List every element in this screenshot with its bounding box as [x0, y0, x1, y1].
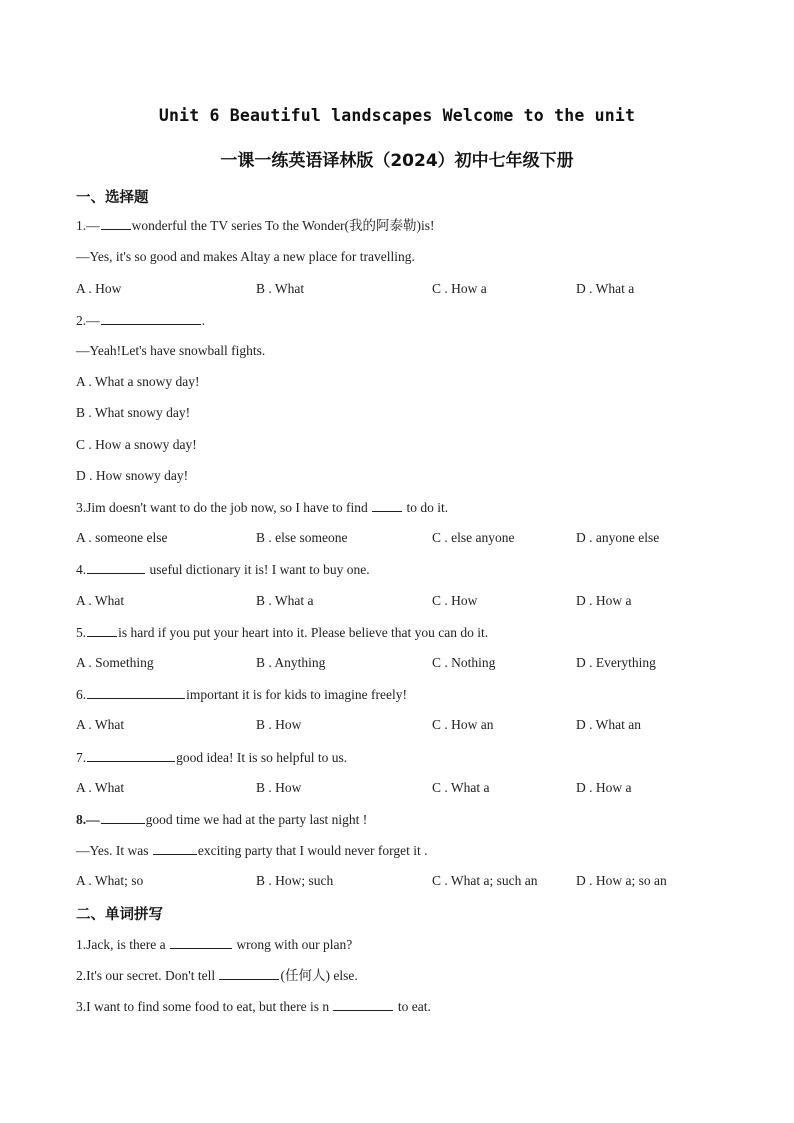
question-7-option-c: C . What a — [432, 780, 490, 795]
question-4-option-c: C . How — [432, 593, 478, 608]
question-3-prefix: 3.Jim doesn't want to do the job now, so I have to find — [76, 500, 372, 515]
question-1-line-1 — [76, 216, 435, 235]
question-7-text: good idea! It is so helpful to us. — [176, 750, 348, 765]
question-6-prefix: 6. — [76, 687, 87, 702]
spelling-1-text: wrong with our plan? — [232, 937, 353, 952]
question-4-option-b: B . What a — [256, 593, 314, 608]
question-5-option-d: D . Everything — [576, 655, 656, 670]
answer-blank — [170, 935, 232, 949]
question-4-line — [76, 560, 370, 579]
question-5-option-b: B . Anything — [256, 655, 326, 670]
answer-blank — [153, 841, 197, 855]
page-subtitle: 一课一练英语译林版（2024）初中七年级下册 — [220, 151, 574, 171]
question-1-option-a: A . How — [76, 281, 122, 296]
answer-blank — [333, 997, 393, 1011]
question-1-option-c: C . How a — [432, 281, 487, 296]
spelling-2-prefix: 2.It's our secret. Don't tell — [76, 968, 219, 983]
question-7-prefix: 7. — [76, 750, 87, 765]
answer-blank — [101, 311, 201, 325]
question-8-reply-text: exciting party that I would never forget it . — [197, 843, 428, 858]
question-3-option-b: B . else someone — [256, 530, 348, 545]
spelling-question-2 — [76, 966, 358, 985]
spelling-3-text: to eat. — [394, 999, 431, 1014]
question-4-option-a: A . What — [76, 593, 125, 608]
section-heading-spelling: 二、单词拼写 — [76, 907, 163, 923]
question-7-option-b: B . How — [256, 780, 302, 795]
question-6-option-d: D . What an — [576, 717, 641, 732]
question-8-prefix: 8.— — [76, 812, 100, 827]
question-8-text: good time we had at the party last night ! — [145, 812, 368, 827]
question-7-option-d: D . How a — [576, 780, 632, 795]
question-2-prefix: 2.— — [76, 313, 100, 328]
question-8-option-d: D . How a; so an — [576, 873, 667, 888]
question-4-option-d: D . How a — [576, 593, 632, 608]
question-8-option-a: A . What; so — [76, 873, 144, 888]
answer-blank — [87, 685, 185, 699]
question-2-option-c: C . How a snowy day! — [76, 437, 197, 452]
question-7-option-a: A . What — [76, 780, 125, 795]
answer-blank — [87, 623, 117, 637]
question-5-option-c: C . Nothing — [432, 655, 496, 670]
question-6-option-a: A . What — [76, 717, 125, 732]
question-1-prefix: 1.— — [76, 218, 100, 233]
question-1-option-d: D . What a — [576, 281, 635, 296]
answer-blank — [101, 216, 131, 230]
spelling-2-text: (任何人) else. — [280, 968, 358, 983]
question-3-option-a: A . someone else — [76, 530, 168, 545]
question-8-option-b: B . How; such — [256, 873, 334, 888]
question-3-option-c: C . else anyone — [432, 530, 515, 545]
question-3-text: to do it. — [403, 500, 449, 515]
question-8-line-1 — [76, 810, 367, 829]
question-3-line — [76, 498, 448, 517]
spelling-question-3 — [76, 997, 431, 1016]
question-2-option-b: B . What snowy day! — [76, 405, 191, 420]
question-8-option-c: C . What a; such an — [432, 873, 538, 888]
answer-blank — [219, 966, 279, 980]
page-title: Unit 6 Beautiful landscapes Welcome to the unit — [158, 106, 636, 125]
question-2-option-a: A . What a snowy day! — [76, 374, 200, 389]
answer-blank — [87, 748, 175, 762]
question-2-line-2: —Yeah!Let's have snowball fights. — [76, 343, 266, 358]
question-1-option-b: B . What — [256, 281, 305, 296]
question-2-line-1 — [76, 311, 205, 330]
question-6-option-c: C . How an — [432, 717, 494, 732]
question-2-text: . — [201, 313, 205, 328]
question-2-option-d: D . How snowy day! — [76, 468, 189, 483]
question-5-prefix: 5. — [76, 625, 87, 640]
question-7-line — [76, 748, 347, 767]
answer-blank — [87, 560, 145, 574]
answer-blank — [101, 810, 145, 824]
question-5-text: is hard if you put your heart into it. Please believe that you can do it. — [118, 625, 489, 640]
answer-blank — [372, 498, 402, 512]
section-heading-choice: 一、选择题 — [76, 190, 149, 206]
spelling-question-1 — [76, 935, 352, 954]
question-8-line-2 — [76, 841, 427, 860]
question-5-option-a: A . Something — [76, 655, 154, 670]
question-3-option-d: D . anyone else — [576, 530, 660, 545]
question-6-text: important it is for kids to imagine freely! — [186, 687, 407, 702]
question-1-line-2: —Yes, it's so good and makes Altay a new place for travelling. — [76, 249, 415, 264]
question-8-reply-prefix: —Yes. It was — [76, 843, 152, 858]
spelling-3-prefix: 3.I want to find some food to eat, but there is n — [76, 999, 333, 1014]
question-6-line — [76, 685, 407, 704]
question-6-option-b: B . How — [256, 717, 302, 732]
question-1-text: wonderful the TV series To the Wonder(我的阿泰勒)is! — [131, 218, 435, 233]
question-5-line — [76, 623, 488, 642]
question-4-prefix: 4. — [76, 562, 87, 577]
spelling-1-prefix: 1.Jack, is there a — [76, 937, 169, 952]
question-4-text: useful dictionary it is! I want to buy one. — [146, 562, 370, 577]
